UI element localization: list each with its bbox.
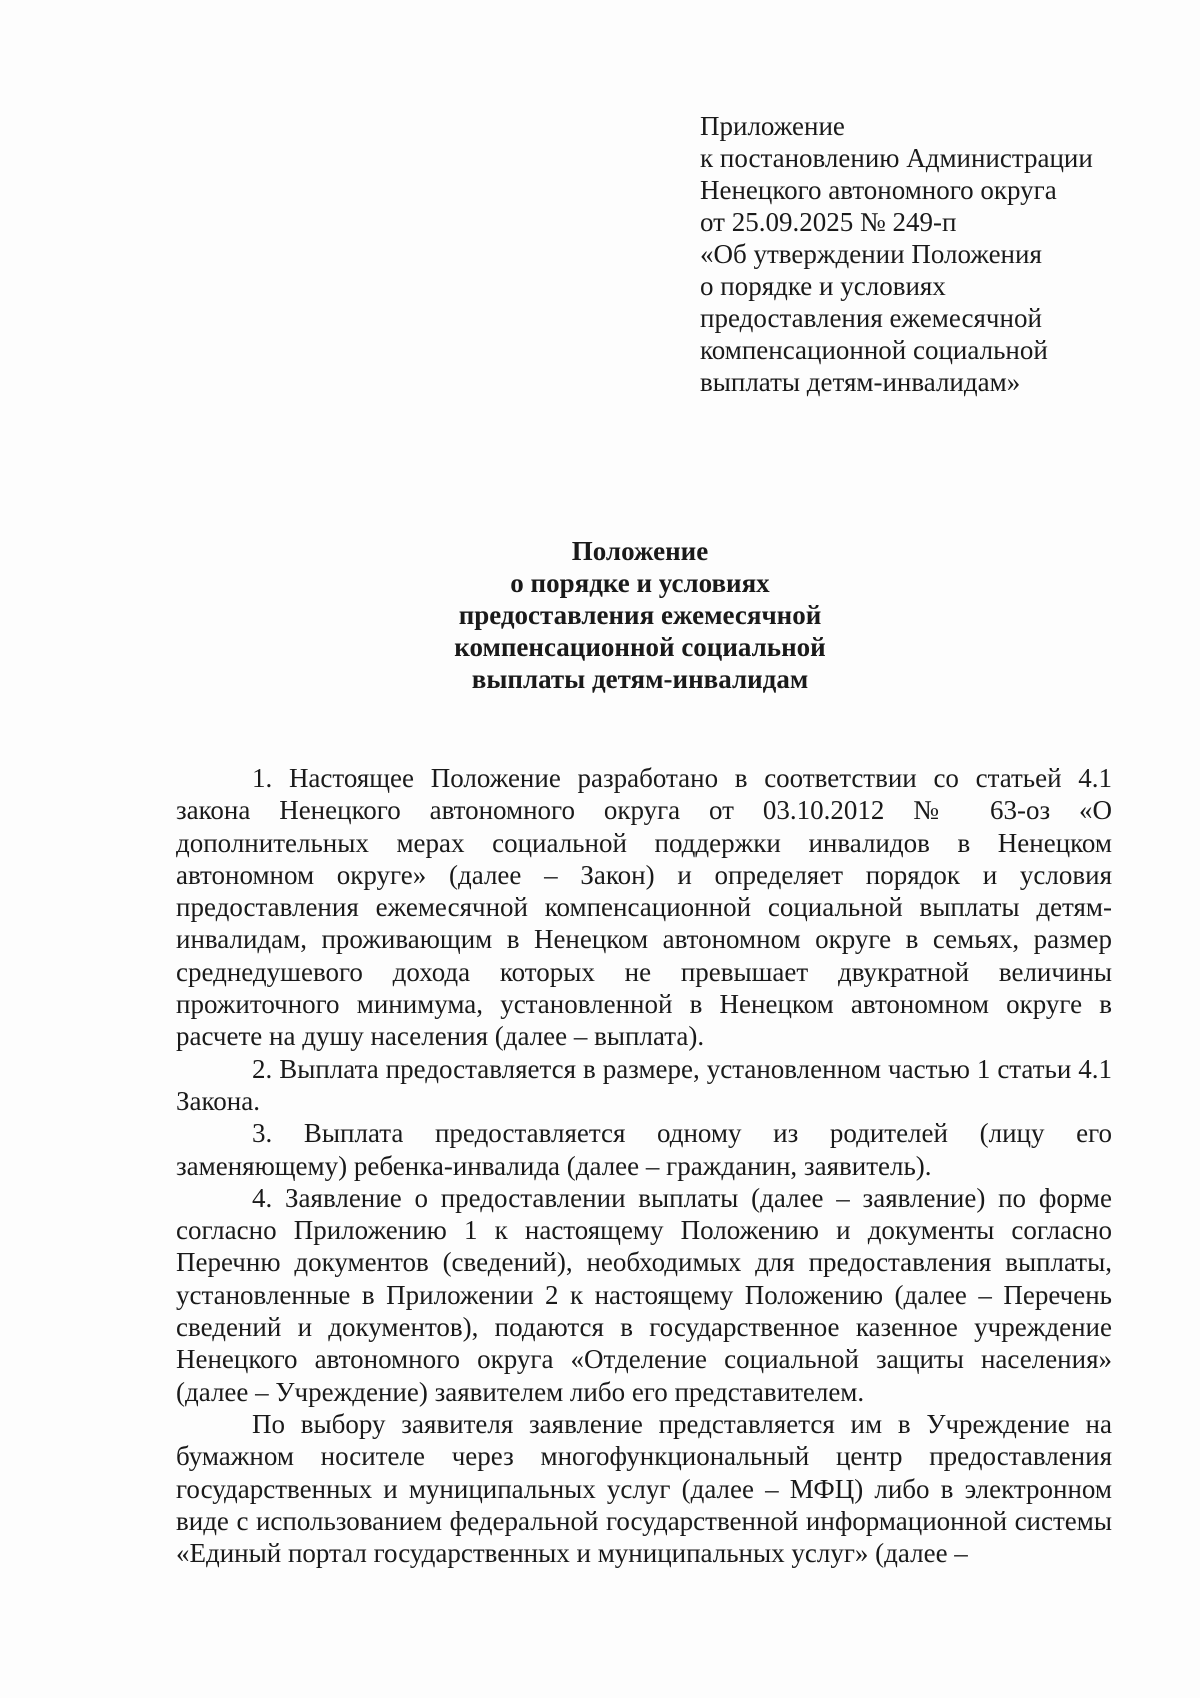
title-line: выплаты детям-инвалидам <box>471 664 809 694</box>
appendix-line: Приложение <box>700 111 845 141</box>
document-body <box>176 762 1112 1569</box>
title-line: компенсационной социальной <box>454 632 826 662</box>
paragraph-1: 1. Настоящее Положение разработано в соответствии со статьей 4.1 закона Ненецкого автономного округа от 03.10.2012 № 63-оз «О дополнительных мерах социальной поддержки инвалидов в Ненецком автономном округе» (далее – Закон) и определяет порядок и условия предоставления ежемесячной компенсационной социальной выплаты детям-инвалидам, проживающим в Ненецком автономном округе в семьях, размер среднедушевого дохода которых не превышает двукратной величины прожиточного минимума, установленной в Ненецком автономном округе в расчете на душу населения (далее – выплата). <box>176 763 1112 1052</box>
appendix-line: предоставления ежемесячной <box>700 303 1042 333</box>
appendix-line: от 25.09.2025 № 249-п <box>700 207 957 237</box>
appendix-line: Ненецкого автономного округа <box>700 175 1057 205</box>
title-line: предоставления ежемесячной <box>458 600 822 630</box>
paragraph-4: 4. Заявление о предоставлении выплаты (далее – заявление) по форме согласно Приложению 1 к настоящему Положению и документы согласно Перечню документов (сведений), необходимых для предоставления выплаты, установленные в Приложении 2 к настоящему Положению (далее – Перечень сведений и документов), подаются в государственное казенное учреждение Ненецкого автономного округа «Отделение социальной защиты населения» (далее – Учреждение) заявителем либо его представителем. <box>176 1182 1112 1407</box>
title-line: о порядке и условиях <box>510 568 770 598</box>
title-line: Положение <box>571 536 709 566</box>
appendix-line: к постановлению Администрации <box>700 143 1093 173</box>
appendix-line: «Об утверждении Положения <box>700 239 1042 269</box>
appendix-line: компенсационной социальной <box>700 335 1048 365</box>
paragraph-3: 3. Выплата предоставляется одному из родителей (лицу его заменяющему) ребенка-инвалида (далее – гражданин, заявитель). <box>176 1118 1112 1181</box>
paragraph-2: 2. Выплата предоставляется в размере, установленном частью 1 статьи 4.1 Закона. <box>176 1053 1112 1116</box>
document-title <box>160 535 1120 695</box>
appendix-line: о порядке и условиях <box>700 271 946 301</box>
paragraph-4-continued: По выбору заявителя заявление представляется им в Учреждение на бумажном носителе через многофункциональный центр предоставления государственных и муниципальных услуг (далее – МФЦ) либо в электронном виде с использованием федеральной государственной информационной системы «Единый портал государственных и муниципальных услуг» (далее – <box>176 1408 1112 1569</box>
appendix-line: выплаты детям-инвалидам» <box>700 367 1021 397</box>
appendix-header <box>700 110 1140 398</box>
